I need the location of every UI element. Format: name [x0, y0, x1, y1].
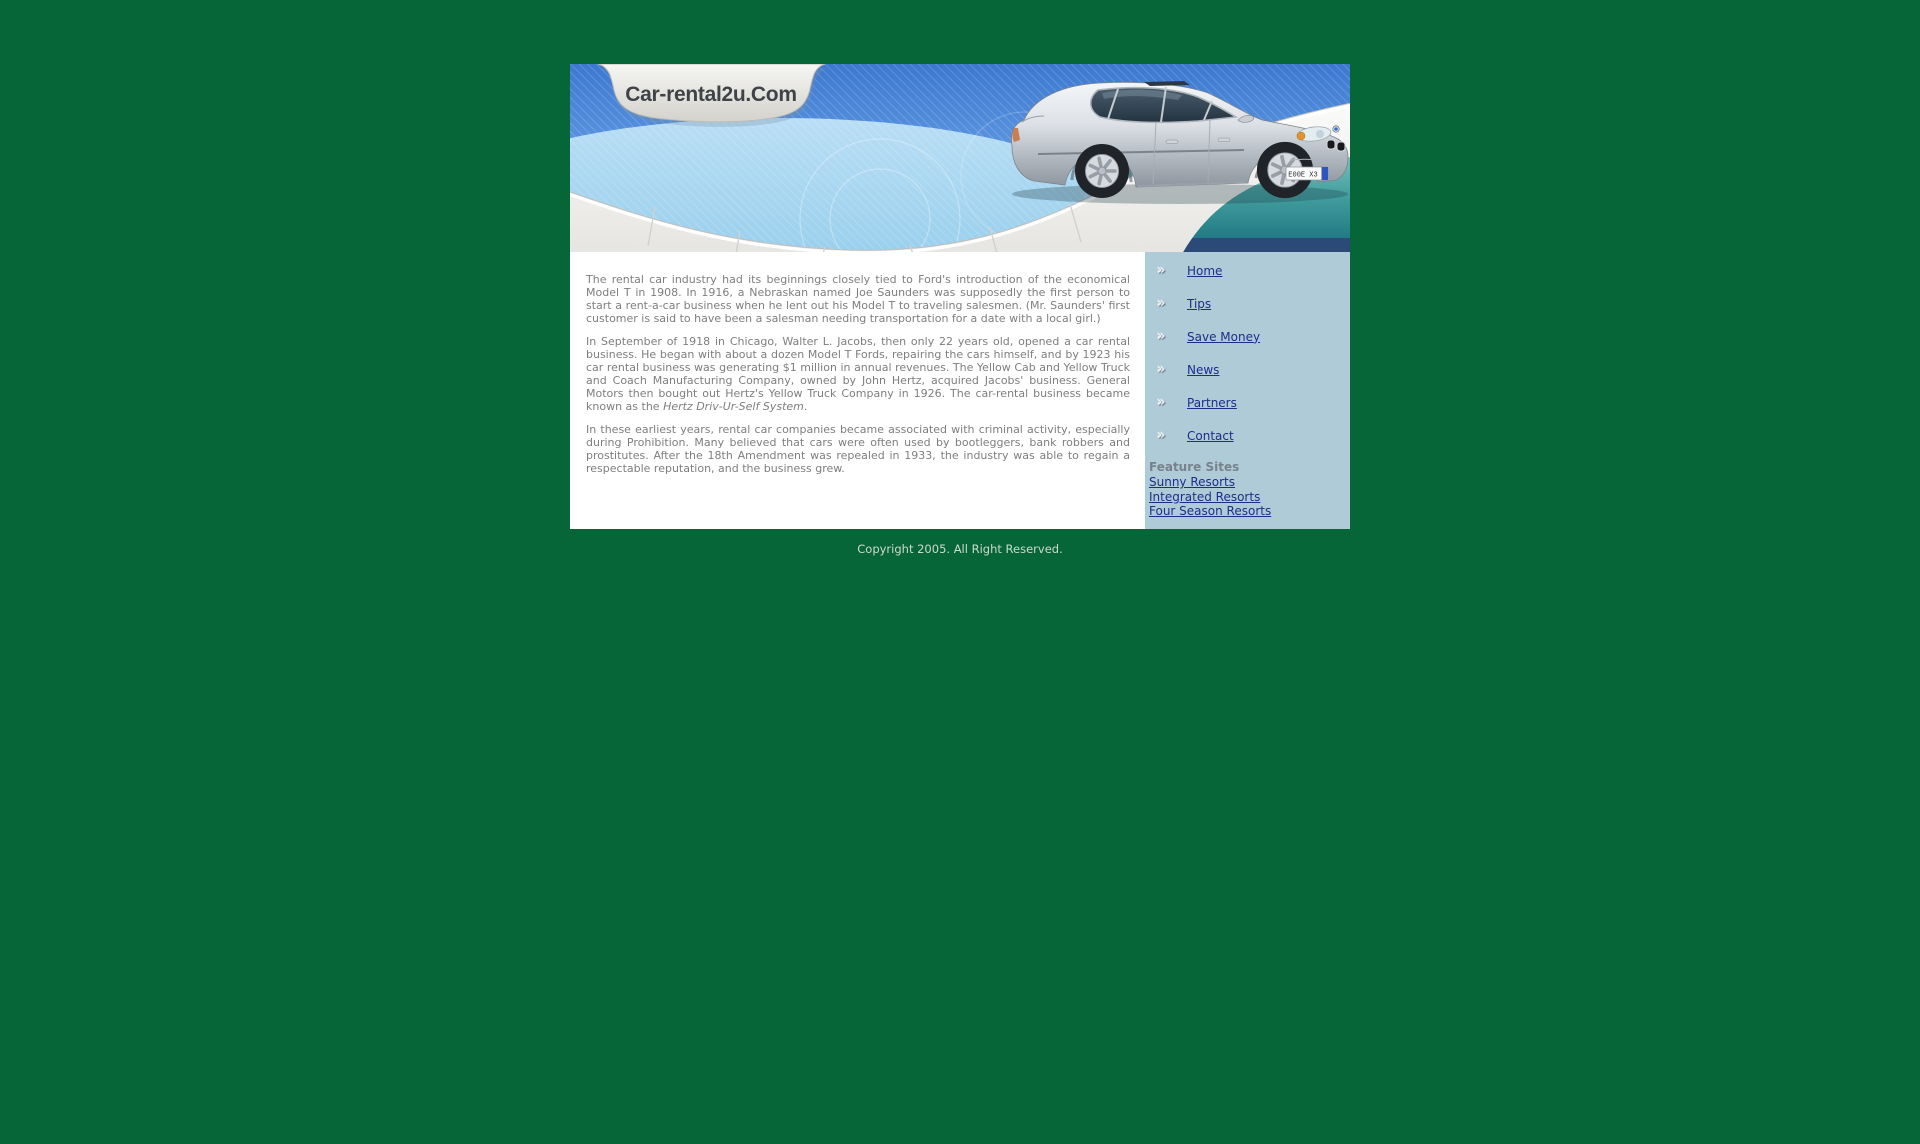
sidebar-item-home: [1147, 254, 1344, 287]
headlight-lens: [1316, 130, 1324, 138]
feature-link-integrated-resorts[interactable]: Integrated Resorts: [1149, 489, 1261, 504]
nav-link-news[interactable]: News: [1187, 362, 1220, 377]
article-paragraph-1: The rental car industry had its beginnings closely tied to Ford's introduction of the economical Model T in 1908. In 1916, a Nebraskan named Joe Saunders was supposedly the first person to start a rent-a-car business when he lent out his Model T to traveling salesmen. (Mr. Saunders' first customer is said to have been a salesman needing transportation for a date with a local girl.): [586, 273, 1130, 325]
sidebar-item-news: [1147, 353, 1344, 386]
double-chevron-icon: »: [1157, 296, 1165, 311]
indicator-light: [1297, 132, 1305, 140]
bmw-roundel-center: [1334, 127, 1338, 131]
header-banner: [570, 64, 1350, 252]
license-plate: [1286, 167, 1328, 180]
feature-sites-title: Feature Sites: [1149, 460, 1240, 474]
nav-link-contact[interactable]: Contact: [1187, 428, 1234, 443]
double-chevron-icon: »: [1157, 395, 1165, 410]
feature-link-four-season-resorts[interactable]: Four Season Resorts: [1149, 504, 1272, 518]
plate-text: E00E X3: [1288, 171, 1318, 180]
nav-link-tips[interactable]: Tips: [1187, 296, 1212, 311]
rear-wheel: [1075, 144, 1129, 198]
paragraph-2-italic: Hertz Driv-Ur-Self System: [663, 400, 804, 413]
site-logo: Car-rental2u.Com: [625, 83, 797, 106]
main-content: [570, 252, 1145, 529]
sidebar: [1145, 252, 1350, 529]
feature-link-sunny-resorts[interactable]: Sunny Resorts: [1149, 475, 1236, 489]
feature-sites-block: [1149, 460, 1344, 519]
article-paragraph-3: In these earliest years, rental car companies became associated with criminal activity, especially during Prohibition. Many believed that cars were often used by bootleggers, bank robbers and prostitutes. After the 18th Amendment was repealed in 1933, the industry was able to regain a respectable reputation, and the business grew.: [586, 423, 1130, 475]
paragraph-2-text: In September of 1918 in Chicago, Walter L. Jacobs, then only 22 years old, opened a car rental business. He began with about a dozen Model T Fords, repairing the cars himself, and by 1923 his car rental business was generating $1 million in annual revenues. The Yellow Cab and Yellow Truck and Coach Manufacturing Company, owned by John Hertz, acquired Jacobs' business. General Motors then bought out Hertz's Yellow Truck Company in 1926. The car-rental business became known as the: [586, 335, 1130, 413]
double-chevron-icon: »: [1157, 362, 1165, 377]
nav-link-home[interactable]: Home: [1187, 263, 1223, 278]
nav-link-partners[interactable]: Partners: [1187, 395, 1237, 410]
page-container: [570, 64, 1350, 529]
sidebar-item-save-money: [1147, 320, 1344, 353]
paragraph-2-end: .: [803, 400, 808, 413]
double-chevron-icon: »: [1157, 428, 1165, 443]
sidebar-item-partners: [1147, 386, 1344, 419]
header-art: [570, 64, 1350, 252]
double-chevron-icon: »: [1157, 263, 1165, 278]
double-chevron-icon: »: [1157, 329, 1165, 344]
footer-copyright: Copyright 2005. All Right Reserved.: [857, 541, 1063, 556]
nav-link-save-money[interactable]: Save Money: [1187, 329, 1261, 344]
sidebar-item-contact: [1147, 419, 1344, 452]
article-paragraph-2: [586, 335, 1130, 413]
sidebar-item-tips: [1147, 287, 1344, 320]
body-row: [570, 252, 1350, 529]
